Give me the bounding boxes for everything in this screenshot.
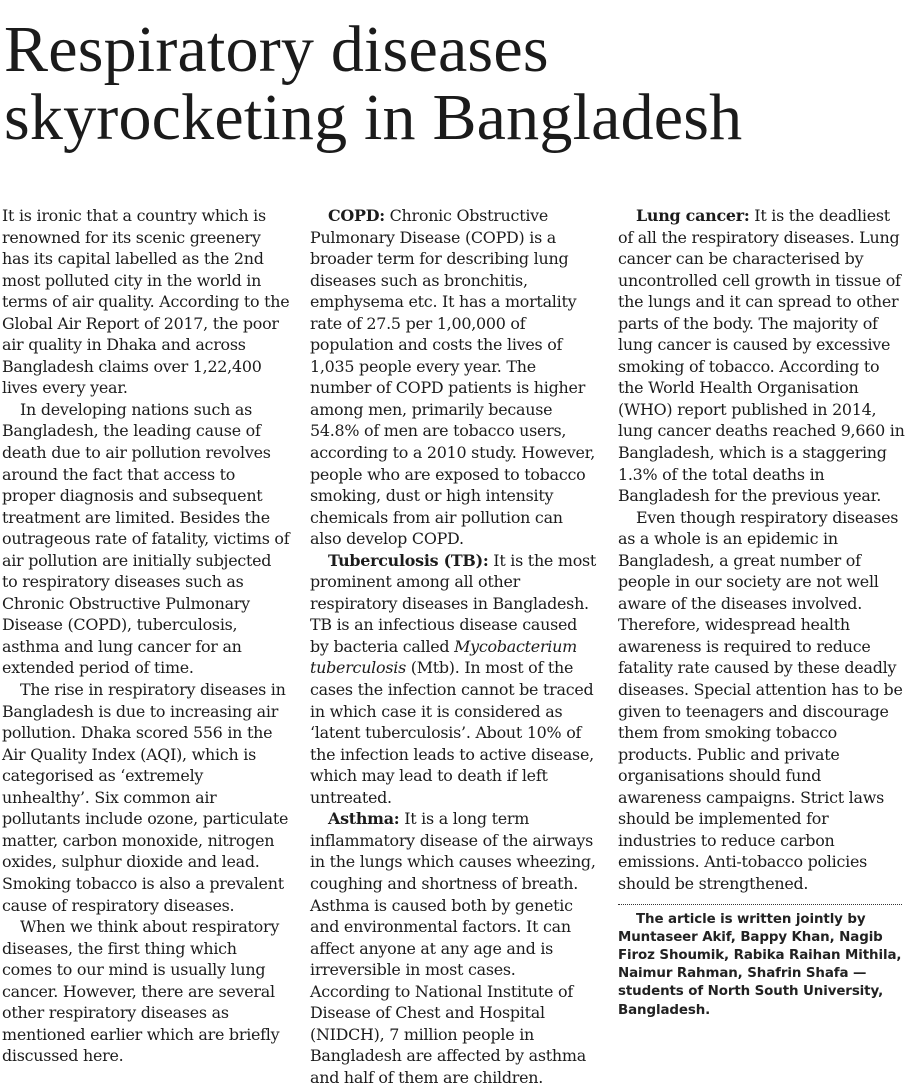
article-column-3: [618, 205, 906, 1020]
bacteria-name: Mycobacterium tuberculosis: [310, 636, 577, 678]
headline: Respiratory diseases skyrocketing in Bangladesh: [4, 13, 743, 154]
asthma-text: It is a long term inflammatory disease of the airways in the lungs which causes wheezing, coughing and shortness of breath. Asthma is caused both by genetic and environmental factors. It can affect anyone at any age and is irreversible in most cases. According to National Institute of Disease of Chest and Hospital (NIDCH), 7 million people in Bangladesh are affected by asthma and half of them are children.: [310, 809, 596, 1087]
intro-paragraph: It is ironic that a country which is renowned for its scenic greenery has its capital labelled as the 2nd most polluted city in the world in terms of air quality. According to the Global Air Report of 2017, the poor air quality in Dhaka and across Bangladesh claims over 1,22,400 lives every year.: [2, 206, 290, 398]
asthma-paragraph: [310, 808, 598, 1088]
tuberculosis-label: Tuberculosis (TB):: [328, 550, 489, 570]
tuberculosis-text-b: (Mtb). In most of the cases the infection cannot be traced in which case it is considered as ‘latent tuberculosis’. About 10% of the infection leads to active disease, which may lead to death if left untreated.: [310, 658, 594, 807]
article-column-1: [2, 205, 290, 1067]
tuberculosis-paragraph: [310, 550, 598, 809]
copd-text: Chronic Obstructive Pulmonary Disease (COPD) is a broader term for describing lung diseases such as bronchitis, emphysema etc. It has a mortality rate of 27.5 per 1,00,000 of population and costs the lives of 1,035 people every year. The number of COPD patients is higher among men, primarily because 54.8% of men are tobacco users, according to a 2010 study. However, people who are exposed to tobacco smoking, dust or high intensity chemicals from air pollution can also develop COPD.: [310, 206, 596, 549]
lung-cancer-intro-paragraph: When we think about respiratory diseases, the first thing which comes to our mind is usually lung cancer. However, there are several other respiratory diseases as mentioned earlier which are briefly discussed here.: [2, 917, 280, 1066]
author-credit: The article is written jointly by Muntaseer Akif, Bappy Khan, Nagib Firoz Shoumik, Rabika Raihan Mithila, Naimur Rahman, Shafrin Shafa — students of North South University, Bangladesh.: [618, 911, 902, 1018]
lung-cancer-paragraph: [618, 205, 906, 507]
lung-cancer-text: It is the deadliest of all the respiratory diseases. Lung cancer can be characterised by uncontrolled cell growth in tissue of the lungs and it can spread to other parts of the body. The majority of lung cancer is caused by excessive smoking of tobacco. According to the World Health Organisation (WHO) report published in 2014, lung cancer deaths reached 9,660 in Bangladesh, which is a staggering 1.3% of the total deaths in Bangladesh for the previous year.: [618, 206, 905, 506]
article-column-2: [310, 205, 598, 1088]
developing-nations-paragraph: In developing nations such as Bangladesh, the leading cause of death due to air pollution revolves around the fact that access to proper diagnosis and subsequent treatment are limited. Besides the outrageous rate of fatality, victims of air pollution are initially subjected to respiratory diseases such as Chronic Obstructive Pulmonary Disease (COPD), tuberculosis, asthma and lung cancer for an extended period of time.: [2, 399, 290, 678]
credit-divider: [618, 904, 902, 905]
air-pollution-paragraph: The rise in respiratory diseases in Bangladesh is due to increasing air pollution. Dhaka scored 556 in the Air Quality Index (AQI), which is categorised as ‘extremely unhealthy’. Six common air pollutants include ozone, particulate matter, carbon monoxide, nitrogen oxides, sulphur dioxide and lead. Smoking tobacco is also a prevalent cause of respiratory diseases.: [2, 680, 289, 915]
tuberculosis-text-a: It is the most prominent among all other respiratory diseases in Bangladesh. TB is an infectious disease caused by bacteria called: [310, 550, 597, 656]
copd-label: COPD:: [328, 206, 385, 225]
lung-cancer-label: Lung cancer:: [636, 206, 750, 225]
copd-paragraph: [310, 205, 598, 550]
conclusion-paragraph: Even though respiratory diseases as a whole is an epidemic in Bangladesh, a great number of people in our society are not well aware of the diseases involved. Therefore, widespread health awareness is required to reduce fatality rate caused by these deadly diseases. Special attention has to be given to teenagers and discourage them from smoking tobacco products. Public and private organisations should fund awareness campaigns. Strict laws should be implemented for industries to reduce carbon emissions. Anti-tobacco policies should be strengthened.: [618, 507, 903, 893]
asthma-label: Asthma:: [328, 809, 400, 829]
